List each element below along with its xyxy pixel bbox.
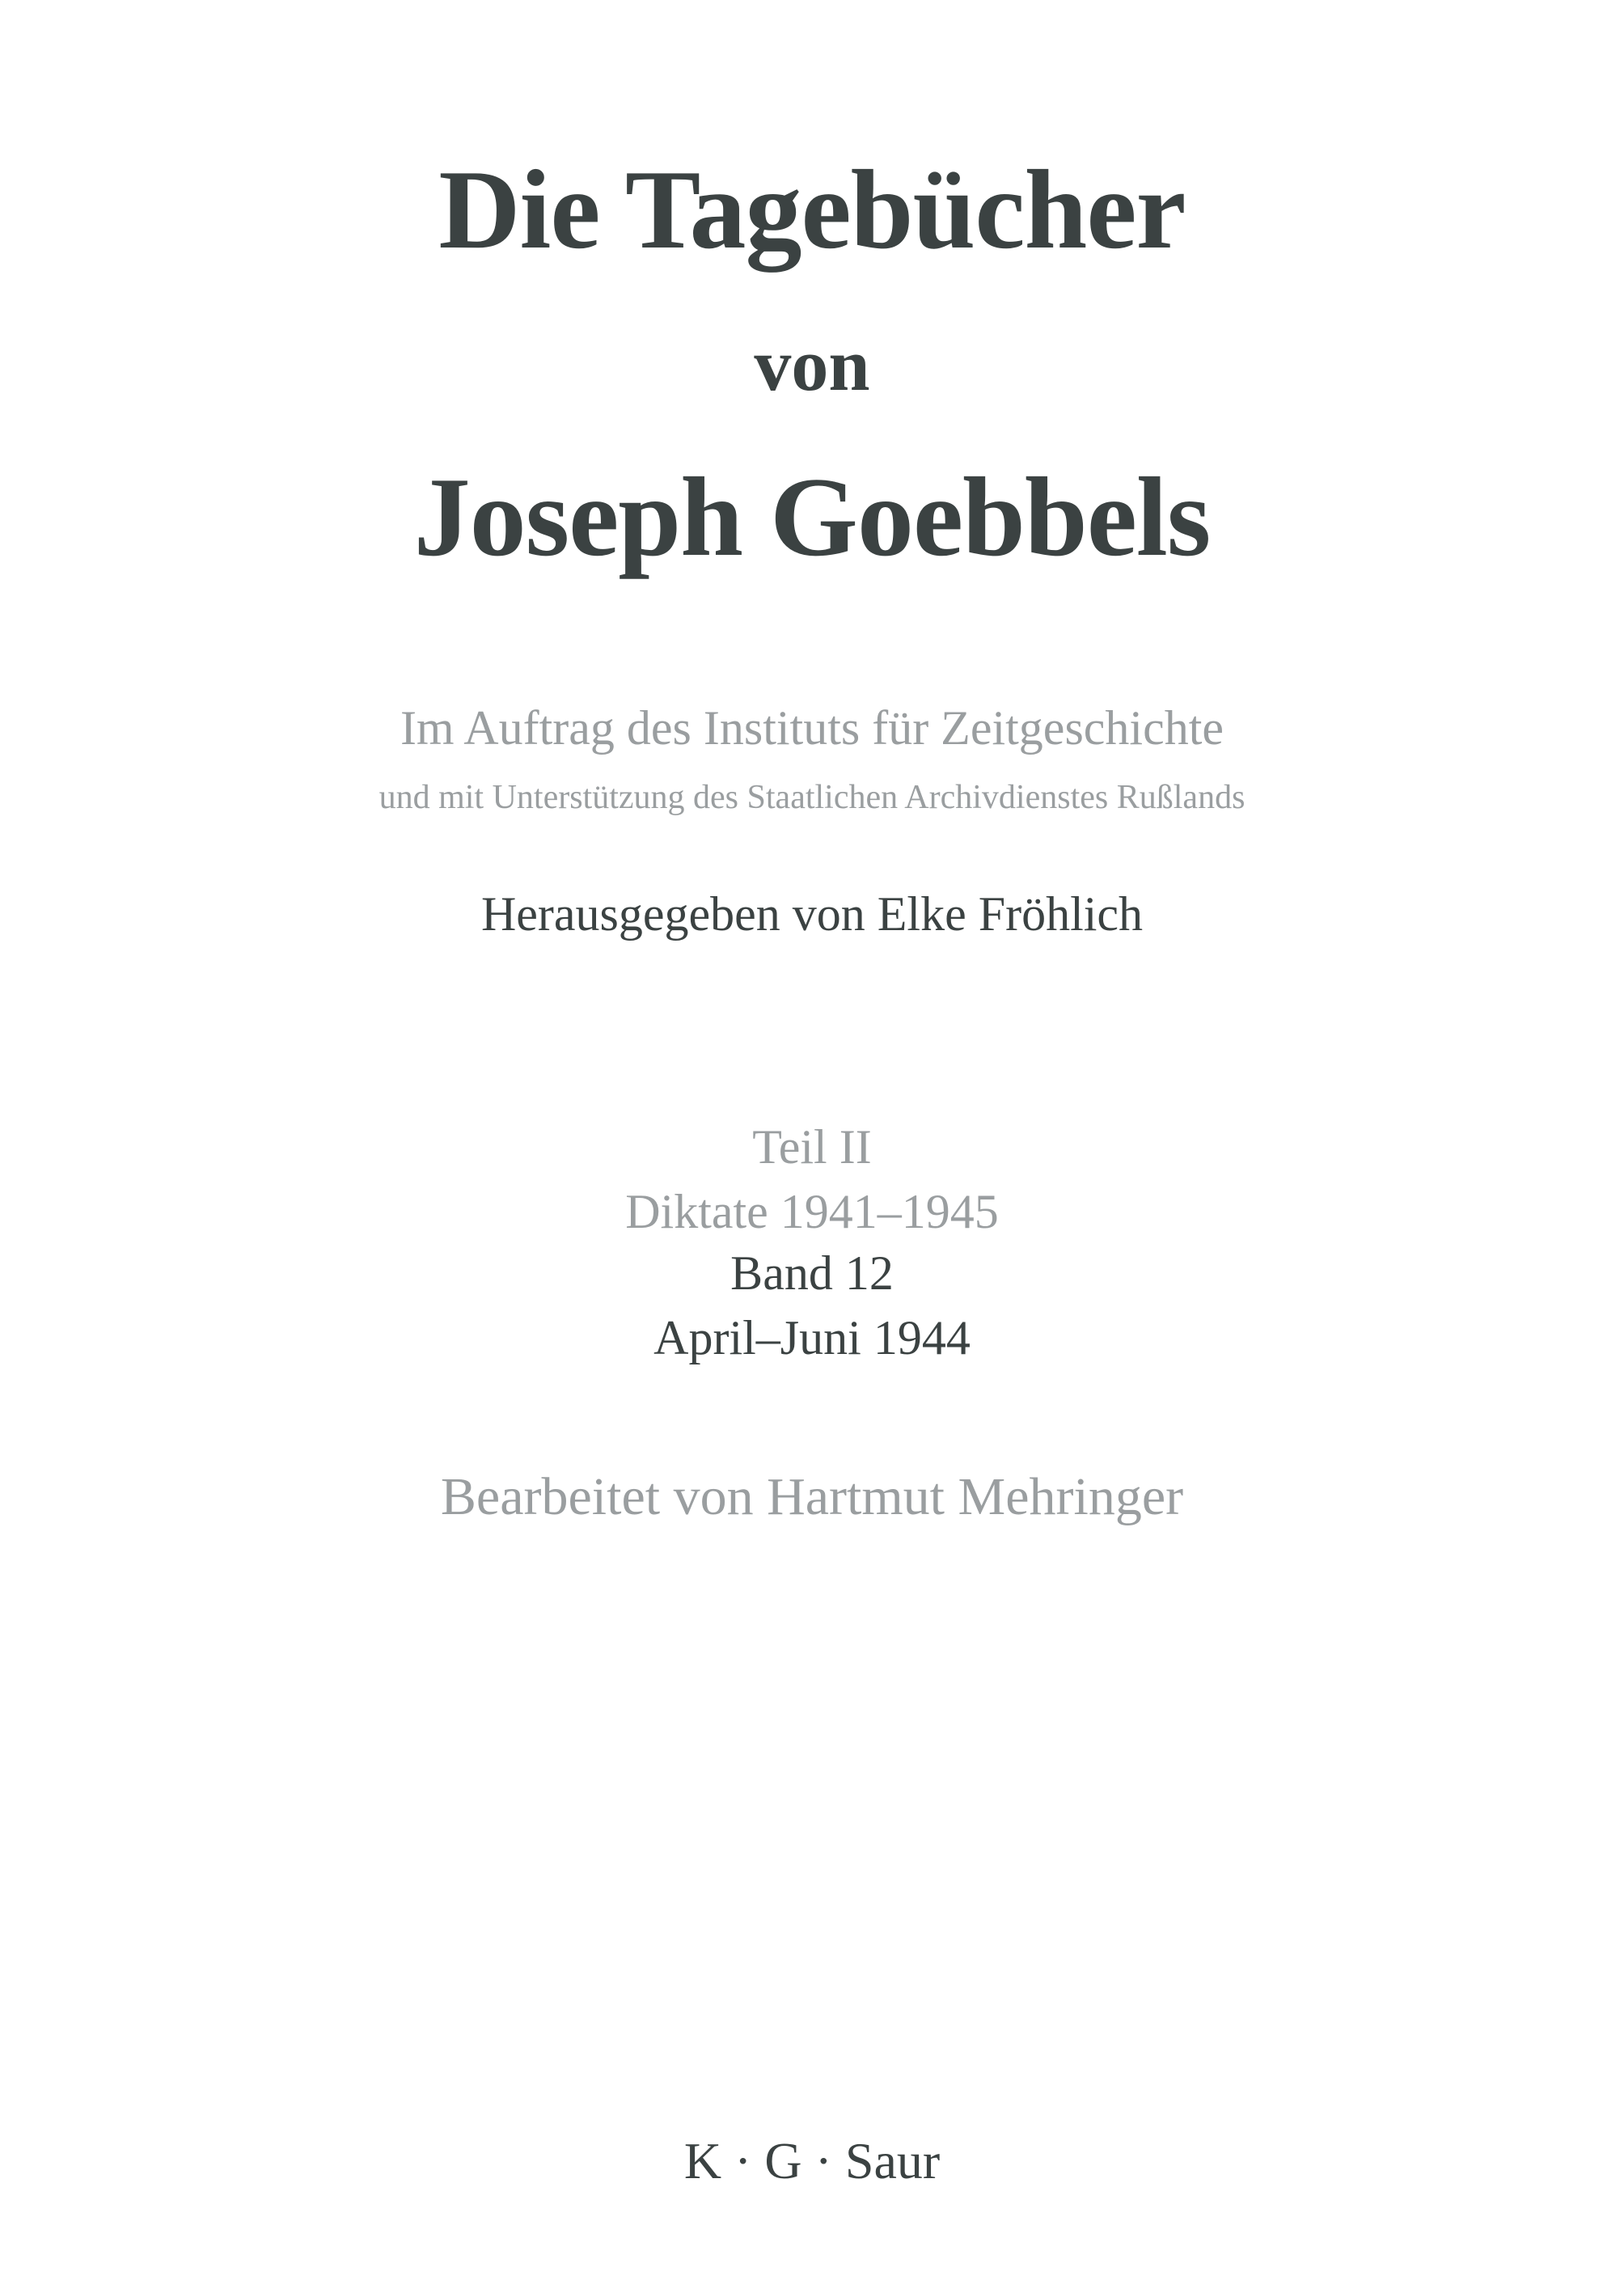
edited-by-line: Bearbeitet von Hartmut Mehringer — [440, 1467, 1184, 1526]
book-title-line-1: Die Tagebücher — [438, 147, 1186, 273]
volume-period: April–Juni 1944 — [653, 1311, 971, 1364]
commission-line-2: und mit Unterstützung des Staatlichen Archivdienstes Rußlands — [379, 779, 1245, 816]
volume-part: Teil II — [752, 1120, 872, 1174]
editor-line: Herausgegeben von Elke Fröhlich — [480, 887, 1144, 941]
publisher-imprint: K · G · Saur — [683, 2132, 941, 2189]
volume-series: Diktate 1941–1945 — [625, 1185, 999, 1238]
book-title-line-2: von — [754, 324, 870, 406]
volume-band: Band 12 — [730, 1246, 894, 1300]
commission-line-1: Im Auftrag des Instituts für Zeitgeschichte — [400, 701, 1224, 755]
book-title-line-3: Joseph Goebbels — [413, 455, 1211, 580]
